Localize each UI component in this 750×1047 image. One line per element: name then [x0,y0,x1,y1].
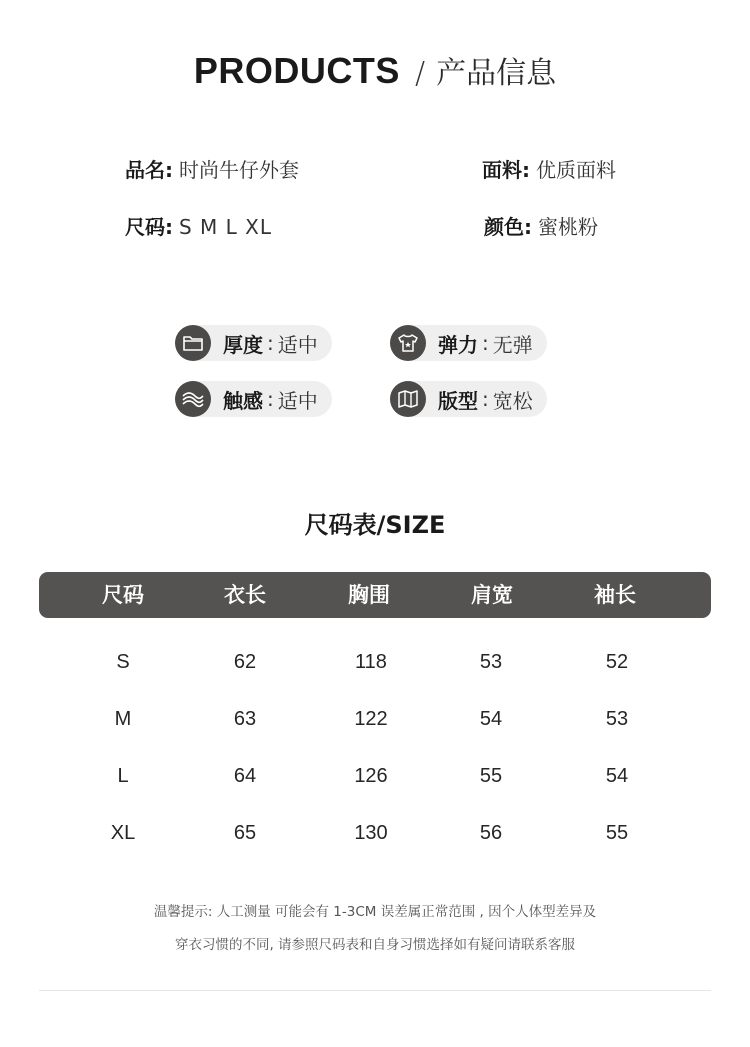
cell-size: S [116,651,130,673]
cell-sleeve: 54 [605,765,629,787]
attr-colon: : [482,387,489,411]
info-label: 颜色: [484,215,532,239]
attr-elasticity [390,325,547,361]
info-value: 蜜桃粉 [538,215,598,239]
page-title [0,48,750,92]
attr-colon: : [482,331,489,355]
attr-colon: : [267,331,274,355]
info-product-name [125,154,299,183]
info-size [125,211,272,240]
cell-chest: 130 [354,822,388,844]
header-length: 衣长 [224,583,266,607]
info-label: 尺码: [125,215,173,239]
attr-value: 无弹 [492,332,533,357]
attr-label: 弹力 [438,332,478,357]
attr-label: 版型 [438,388,478,413]
attr-feel [175,381,332,417]
info-value: 时尚牛仔外套 [179,158,299,182]
title-chinese: 产品信息 [436,56,557,91]
cell-shoulder: 55 [479,765,503,787]
note-line-2: 穿衣习惯的不同, 请参照尺码表和自身习惯选择如有疑问请联系客服 [174,937,576,953]
size-table-header [39,572,711,618]
cell-length: 63 [233,708,257,730]
cell-shoulder: 56 [479,822,503,844]
map-icon [390,381,426,417]
title-separator: / [414,56,426,91]
cell-sleeve: 55 [605,822,629,844]
cell-shoulder: 53 [479,651,503,673]
header-chest: 胸围 [348,583,390,607]
cell-length: 64 [233,765,257,787]
cell-chest: 118 [355,651,387,673]
attr-value: 适中 [277,332,318,357]
attr-fit [390,381,547,417]
divider [39,990,711,991]
header-shoulder: 肩宽 [471,583,513,607]
size-chart-title: 尺码表/SIZE [304,511,446,539]
cell-size: L [117,765,129,787]
cell-shoulder: 54 [479,708,503,730]
attr-label: 触感 [223,388,263,413]
cell-size: XL [110,822,136,844]
cell-length: 62 [233,651,257,673]
info-value: 优质面料 [536,158,616,182]
tshirt-icon [390,325,426,361]
attr-value: 宽松 [492,388,533,413]
header-sleeve: 袖长 [594,583,636,607]
attr-label: 厚度 [223,332,263,357]
fabric-icon [175,381,211,417]
cell-chest: 122 [354,708,388,730]
title-english: PRODUCTS [193,50,400,91]
cell-sleeve: 52 [605,651,629,673]
info-color [484,211,598,240]
header-size: 尺码 [102,583,144,607]
info-label: 品名: [125,158,173,182]
note-line-1: 温馨提示: 人工测量 可能会有 1-3CM 误差属正常范围 , 因个人体型差异及 [153,904,597,920]
folder-icon [175,325,211,361]
info-label: 面料: [482,158,530,182]
info-value: S M L XL [179,215,273,239]
cell-chest: 126 [354,765,388,787]
attr-value: 适中 [277,388,318,413]
attr-thickness [175,325,332,361]
info-fabric [482,154,616,183]
attr-colon: : [267,387,274,411]
cell-size: M [114,708,132,730]
cell-sleeve: 53 [605,708,629,730]
cell-length: 65 [233,822,257,844]
